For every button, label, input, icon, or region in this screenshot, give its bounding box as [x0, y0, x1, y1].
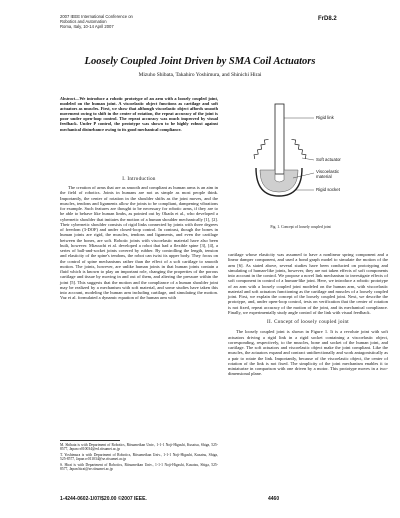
footnote-rule: [60, 440, 120, 441]
label-viscoelastic-material: Viscoelastic material: [316, 169, 340, 179]
page-number: 4460: [268, 496, 280, 502]
footnote-hirai: S. Hirai is with Department of Robotics, Ritsumeikan Univ., 1-1-1 Noji-Higashi, Kusatsu, Shiga, 525-8577, Japan hirai@se.ritsumei.ac.jp: [60, 462, 218, 472]
conference-line-3: Roma, Italy, 10-14 April 2007: [60, 24, 114, 29]
figure-1-caption: Fig. 1. Concept of loosely coupled joint: [270, 225, 331, 229]
session-code: FrD8.2: [318, 16, 337, 22]
abstract-text: —We introduce a robotic prototype of an arm with a loosely coupled joint, modeled on the human joint. A viscoelastic object functions as cartilage and soft actuators as muscles. First, we show that although viscoelastic object affords smooth movement owing to shift in the center of rotation, the repeat accuracy of the joint is poor under open-loop control. The repeat accuracy was much improved by visual feedback. Under P control, the prototype was shown to be highly robust against mechanical disturbance owing to its good mechanical compliance.: [60, 96, 218, 132]
loosely-coupled-joint-diagram: [238, 98, 353, 210]
conference-line-2: Robotics and Automation: [60, 19, 107, 24]
section-heading-introduction: I. Introduction: [122, 177, 156, 182]
leader-soft-actuator: [302, 158, 314, 160]
conference-info: [60, 14, 133, 29]
right-paragraph-1: cartilage whose elasticity was assumed to have a nonlinear spring component and a linear damper component, and used a bond graph model to simulate the motion of the arm [6]. As stated above, several studies have been conducted on prototyping and simulating of human-like joints, however, they are not taken effects of soft components into account in the control. We propose a novel link mechanism to investigate effects of soft component in control of a human-like joint. Here, we introduce a robotic prototype of an arm with a loosely coupled joint modeled on the human arm, with viscoelastic material and soft actuators functioning as the cartilage and muscles of a loosely coupled joint. First, we explain the concept of the loosely coupled joint. Next, we describe the prototype, and, under open-loop control, tests on verification that the center of rotation is not fixed, repeat accuracy of the motion of the joint, and its mechanical compliance. Finally, we experimentally study angle control of the link with visual feedback.: [228, 252, 388, 315]
introduction-paragraph: The creation of arms that are as smooth and compliant as human arms is an aim in the field of robotics. Joints in humans are not as simple as most people think. Importantly, the center of rotation in the shoulder shifts as the joint moves, and the muscles, tendons and ligaments allow the joints to be compliant, dampening vibrations for example. Such features are thought to be necessary for robotic arms, if they are to be able to behave like human limbs, as pointed out by Okada et al., who developed a cybernetic shoulder that imitates the motion of a human shoulder mechanically [1], [2]. Their cybernetic shoulder consists of rigid links connected by joints with three degrees of freedom (3-DOF) and under closed-loop control. In contrast, though the bones in human joints are rigid, the muscles, tendons and ligaments, and even the cartilage between the bones, are soft. Robotic joints with viscoelastic material have also been built, however. Mizuuchi et al. developed a robot that had a flexible spine [3], [4], a series of ball-and-socket joints covered by rubber. By controlling the length, tension and elasticity of the spine's tendons, the robot can twist its upper body. They focus on the control of spine mechanisms rather than the effect of a soft cartilage to smooth motion. The joints, however, are unlike human joints in that human joints contain a fluid which is known to play an important role, changing the properties of the porous cartilage and tissue by moving in and out of them, and altering the pressure within the joint [5]. This suggests that the motion and the compliance of a human shoulder joint may be realized by a mechanism with soft material, and some studies have taken this into account, modeling the human arm including cartilage, and simulating the motion. Vaz et al. formulated a dynamic equation of the human arm with: [60, 185, 218, 301]
soft-actuator-right: [291, 138, 307, 159]
footnote-yoshimura: T. Yoshimura is with Department of Robotics, Ritsumeikan Univ., 1-1-1 Noji-Higashi, Kusatsu, Shiga, 525-8577, Japan rr011034@se.ritsumei.ac.jp: [60, 452, 218, 462]
introduction-body: [60, 185, 218, 301]
isbn-line: 1-4244-0602-1/07/$20.00 ©2007 IEEE.: [60, 496, 147, 502]
label-soft-actuator: Soft actuator: [316, 157, 341, 162]
footnotes: [60, 443, 218, 471]
author-list: Mizuho Shibata, Takahiro Yoshimura, and Shinichi Hirai: [138, 72, 262, 78]
right-paragraph-2: The loosely coupled joint is shown in Figure 1. It is a revolute joint with soft actuators driving a rigid link in a rigid socket containing a viscoelastic object, corresponding, respectively, to the muscles, bone and socket of the human joint, and cartilage. The soft actuators and viscoelastic object make the joint compliant. Like the muscles, the actuators expand and contract unidirectionally and work antagonistically as a pair to rotate the link. Importantly, because of the viscoelastic object, the center of rotation of the link is not fixed. The simplicity of the joint mechanism enables it to miniaturize in comparison with one driven by a motor. This prototype moves in a two-dimensional plane.: [228, 329, 388, 377]
label-rigid-socket: Rigid socket: [316, 187, 340, 192]
footnote-shibata: M. Shibata is with Department of Robotics, Ritsumeikan Univ., 1-1-1 Noji-Higashi, Kusatsu, Shiga, 525-8577, Japan rr010034@ed.ritsumei.ac.jp: [60, 443, 218, 452]
label-rigid-link: Rigid link: [316, 115, 334, 120]
soft-actuator-left: [252, 138, 268, 159]
section-heading-concept: II. Concept of loosely coupled joint: [267, 320, 349, 325]
paper-title: Loosely Coupled Joint Driven by SMA Coil Actuators: [84, 56, 316, 67]
conference-line-1: 2007 IEEE International Conference on: [60, 14, 133, 19]
abstract-label: Abstract: [60, 96, 75, 101]
rigid-link-shape: [275, 104, 284, 174]
figure-1: [238, 98, 353, 210]
abstract: [60, 96, 218, 132]
right-column: [228, 252, 388, 377]
